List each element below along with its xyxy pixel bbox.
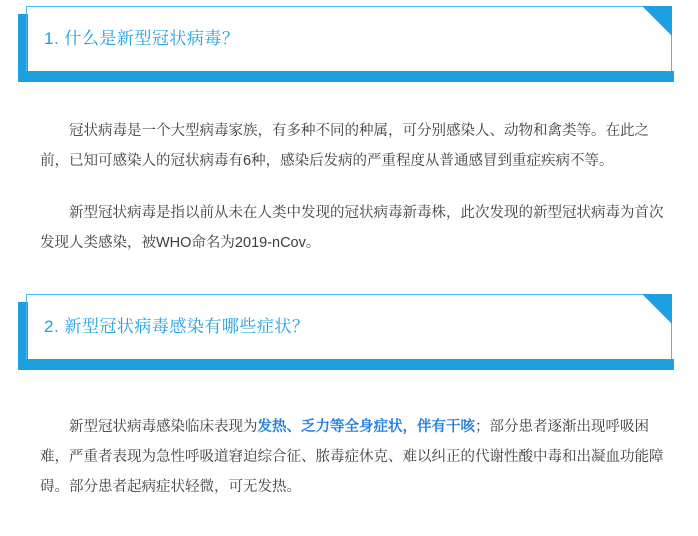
section-title-2: 2. 新型冠状病毒感染有哪些症状？ (44, 317, 310, 336)
paragraph (40, 116, 664, 176)
accent-bar-bottom (18, 71, 674, 82)
section-body-2 (0, 412, 698, 502)
section-title-1: 1. 什么是新型冠状病毒？ (44, 29, 240, 48)
paragraph-text: 新型冠状病毒是指以前从未在人类中发现的冠状病毒新毒株，此次发现的新型冠状病毒为首次发现人类感染，被WHO命名为2019-nCov。 (40, 205, 664, 251)
section-header-2 (0, 288, 698, 376)
paragraph-highlight: 发热、乏力等全身症状，伴有干咳 (257, 419, 475, 435)
paragraph-text: 冠状病毒是一个大型病毒家族，有多种不同的种属，可分别感染人、动物和禽类等。在此之前，已知可感染人的冠状病毒有6种，感染后发病的严重程度从普通感冒到重症疾病不等。 (40, 123, 649, 169)
paragraph-text: 新型冠状病毒感染临床表现为 (69, 419, 258, 435)
corner-accent-icon (638, 294, 672, 328)
section-body-1 (0, 116, 698, 258)
accent-bar-bottom (18, 359, 674, 370)
spacer (0, 258, 698, 288)
section-header-1 (0, 0, 698, 88)
paragraph-text: ；部分患者逐渐出现呼吸困难，严重者表现为急性呼吸道窘迫综合征、脓毒症休克、难以纠正的代谢性酸中毒和出凝血功能障碍。部分患者起病症状轻微，可无发热。 (40, 419, 664, 495)
paragraph (40, 198, 664, 258)
corner-accent-icon (638, 6, 672, 40)
paragraph (40, 412, 664, 502)
spacer (0, 376, 698, 412)
spacer (0, 88, 698, 116)
